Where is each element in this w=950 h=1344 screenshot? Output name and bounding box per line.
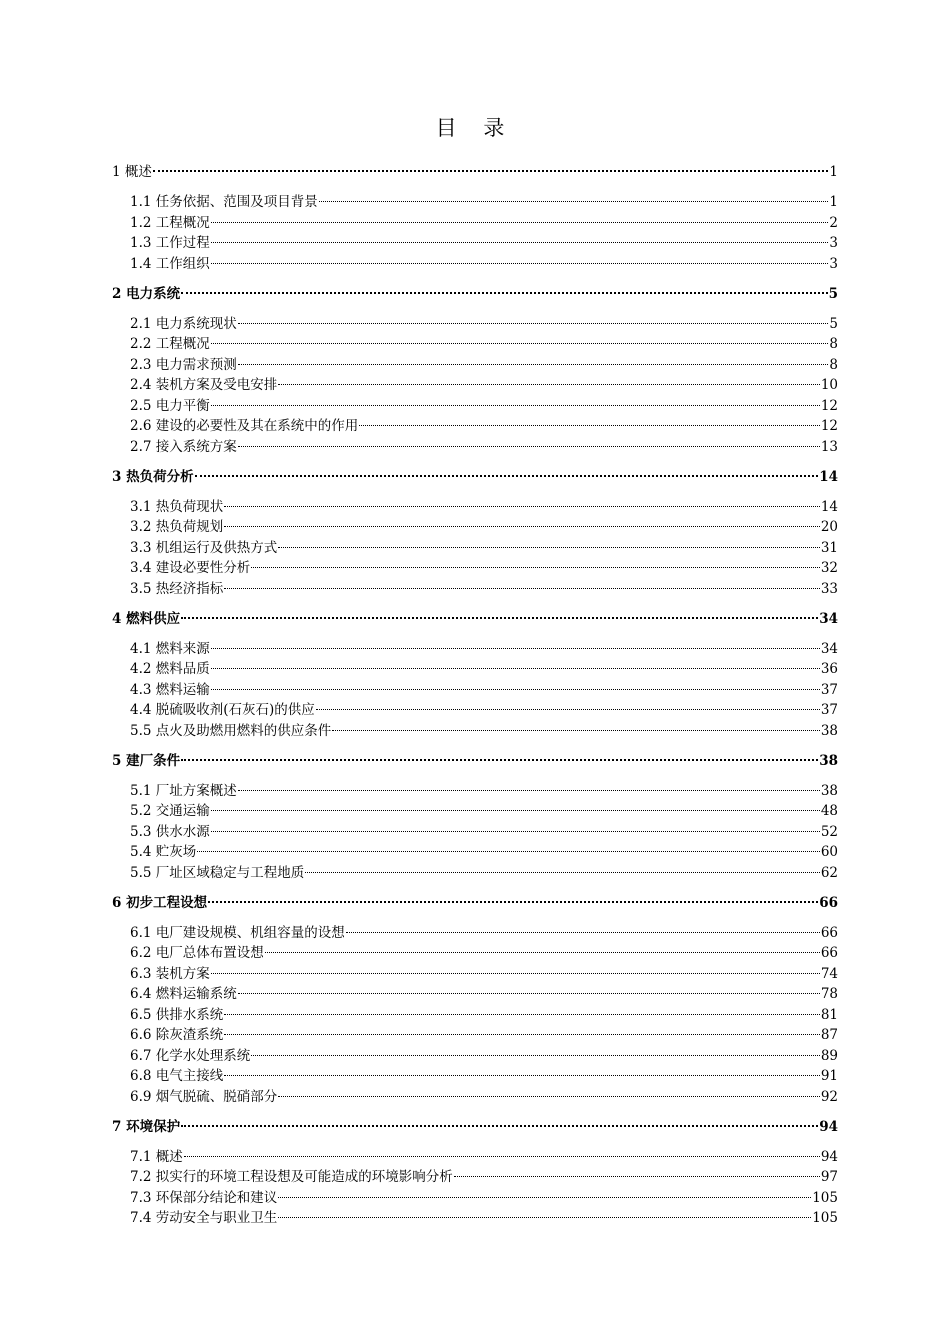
toc-section-entry[interactable] bbox=[112, 192, 838, 213]
toc-dot-leader bbox=[224, 1075, 820, 1076]
toc-section-entry[interactable] bbox=[112, 558, 838, 579]
toc-entry-label: 5.3 供水水源 bbox=[130, 823, 210, 840]
toc-dot-leader bbox=[316, 709, 820, 710]
toc-dot-leader bbox=[211, 405, 820, 406]
toc-section-entry[interactable] bbox=[112, 1046, 838, 1067]
toc-section-entry[interactable] bbox=[112, 1005, 838, 1026]
toc-section-entry[interactable] bbox=[112, 700, 838, 721]
toc-dot-leader bbox=[319, 201, 829, 202]
toc-dot-leader bbox=[184, 1156, 820, 1157]
toc-entry-label: 7.4 劳动安全与职业卫生 bbox=[130, 1210, 278, 1226]
toc-page-number: 62 bbox=[820, 864, 838, 881]
toc-entry-label: 3.5 热经济指标 bbox=[130, 580, 224, 597]
toc-entry-label: 2.1 电力系统现状 bbox=[130, 315, 237, 332]
toc-page-number: 36 bbox=[820, 661, 838, 677]
toc-page-number: 5 bbox=[829, 315, 838, 332]
toc-entry-label: 4.1 燃料来源 bbox=[130, 640, 210, 657]
toc-dot-leader bbox=[224, 506, 820, 507]
toc-page-number: 8 bbox=[829, 336, 838, 352]
toc-section-entry[interactable] bbox=[112, 437, 838, 458]
toc-entry-label: 2.6 建设的必要性及其在系统中的作用 bbox=[130, 418, 359, 434]
toc-section-entry[interactable] bbox=[112, 213, 838, 234]
toc-entry-label: 4 燃料供应 bbox=[112, 610, 181, 627]
toc-dot-leader bbox=[359, 425, 820, 426]
toc-page-number: 3 bbox=[829, 255, 838, 272]
toc-dot-leader bbox=[238, 993, 820, 994]
toc-dot-leader bbox=[251, 567, 820, 568]
toc-page-number: 1 bbox=[829, 194, 838, 210]
toc-page-number: 12 bbox=[820, 397, 838, 414]
toc-page-number: 12 bbox=[820, 418, 838, 434]
toc-entry-label: 5.5 点火及助燃用燃料的供应条件 bbox=[130, 722, 332, 739]
toc-section-entry[interactable] bbox=[112, 680, 838, 701]
toc-entry-label: 3 热负荷分析 bbox=[112, 468, 194, 485]
toc-dot-leader bbox=[224, 1014, 820, 1015]
toc-dot-leader bbox=[211, 222, 829, 223]
toc-page-number: 38 bbox=[820, 782, 838, 799]
toc-dot-leader bbox=[224, 1034, 820, 1035]
toc-section-entry[interactable] bbox=[112, 254, 838, 275]
toc-dot-leader bbox=[181, 1125, 818, 1127]
toc-entry-label: 4.2 燃料品质 bbox=[130, 661, 210, 677]
toc-entry-label: 6.2 电厂总体布置设想 bbox=[130, 945, 264, 961]
toc-entry-label: 1.3 工作过程 bbox=[130, 235, 210, 251]
toc-page-number: 20 bbox=[820, 519, 838, 535]
toc-section-entry[interactable] bbox=[112, 721, 838, 742]
toc-entry-label: 5.1 厂址方案概述 bbox=[130, 782, 237, 799]
toc-dot-leader bbox=[305, 872, 820, 873]
toc-dot-leader bbox=[265, 952, 820, 953]
toc-page-number: 38 bbox=[820, 722, 838, 739]
toc-dot-leader bbox=[238, 323, 829, 324]
toc-entry-label: 6.6 除灰渣系统 bbox=[130, 1027, 224, 1043]
toc-section-entry[interactable] bbox=[112, 1188, 838, 1209]
toc-dot-leader bbox=[211, 263, 829, 264]
toc-page-number: 91 bbox=[820, 1068, 838, 1084]
toc-section-entry[interactable] bbox=[112, 1066, 838, 1087]
toc-entry-label: 6.3 装机方案 bbox=[130, 965, 210, 982]
toc-dot-leader bbox=[211, 343, 829, 344]
table-of-contents bbox=[112, 162, 838, 1229]
toc-entry-label: 1 概述 bbox=[112, 164, 152, 180]
toc-section-entry[interactable] bbox=[112, 497, 838, 518]
toc-section-entry[interactable] bbox=[112, 517, 838, 538]
toc-section-entry[interactable] bbox=[112, 538, 838, 559]
toc-entry-label: 7 环境保护 bbox=[112, 1118, 181, 1135]
toc-section-entry[interactable] bbox=[112, 396, 838, 417]
toc-page-number: 14 bbox=[820, 498, 838, 515]
toc-page-number: 8 bbox=[829, 356, 838, 373]
toc-page-number: 32 bbox=[820, 560, 838, 576]
toc-chapter-entry[interactable] bbox=[112, 893, 838, 914]
toc-page-number: 34 bbox=[820, 640, 838, 657]
toc-section-entry[interactable] bbox=[112, 1147, 838, 1168]
toc-dot-leader bbox=[181, 617, 818, 619]
toc-page-number: 3 bbox=[829, 235, 838, 251]
toc-chapter-entry[interactable] bbox=[112, 609, 838, 630]
toc-entry-label: 6.9 烟气脱硫、脱硝部分 bbox=[130, 1088, 278, 1105]
toc-page-number: 81 bbox=[820, 1006, 838, 1023]
toc-entry-label: 2.7 接入系统方案 bbox=[130, 438, 237, 455]
toc-entry-label: 7.2 拟实行的环境工程设想及可能造成的环境影响分析 bbox=[130, 1169, 453, 1185]
toc-entry-label: 6.1 电厂建设规模、机组容量的设想 bbox=[130, 924, 345, 941]
toc-dot-leader bbox=[224, 526, 820, 527]
toc-dot-leader bbox=[238, 364, 829, 365]
toc-page-number: 14 bbox=[819, 468, 838, 485]
toc-page-number: 66 bbox=[820, 945, 838, 961]
toc-page-number: 34 bbox=[819, 610, 838, 627]
toc-section-entry[interactable] bbox=[112, 1208, 838, 1229]
toc-section-entry[interactable] bbox=[112, 923, 838, 944]
toc-entry-label: 5 建厂条件 bbox=[112, 752, 181, 769]
toc-dot-leader bbox=[238, 446, 820, 447]
toc-page-number: 5 bbox=[828, 285, 838, 302]
toc-dot-leader bbox=[211, 242, 829, 243]
toc-entry-label: 6 初步工程设想 bbox=[112, 894, 208, 911]
toc-page-number: 66 bbox=[820, 924, 838, 941]
toc-entry-label: 7.3 环保部分结论和建议 bbox=[130, 1189, 278, 1206]
toc-dot-leader bbox=[251, 1055, 820, 1056]
toc-entry-label: 2.3 电力需求预测 bbox=[130, 356, 237, 373]
toc-entry-label: 1.1 任务依据、范围及项目背景 bbox=[130, 194, 318, 210]
toc-dot-leader bbox=[208, 901, 818, 903]
toc-chapter-entry[interactable] bbox=[112, 284, 838, 305]
toc-dot-leader bbox=[153, 170, 829, 172]
toc-dot-leader bbox=[197, 851, 820, 852]
toc-dot-leader bbox=[211, 689, 820, 690]
toc-page-number: 78 bbox=[820, 986, 838, 1002]
toc-entry-label: 6.5 供排水系统 bbox=[130, 1006, 224, 1023]
toc-page-number: 48 bbox=[820, 803, 838, 819]
toc-dot-leader bbox=[346, 932, 820, 933]
toc-dot-leader bbox=[181, 292, 828, 294]
toc-section-entry[interactable] bbox=[112, 1167, 838, 1188]
toc-dot-leader bbox=[211, 810, 820, 811]
toc-page-number: 66 bbox=[819, 894, 838, 911]
toc-page-number: 105 bbox=[812, 1210, 838, 1226]
toc-dot-leader bbox=[332, 730, 820, 731]
toc-section-entry[interactable] bbox=[112, 964, 838, 985]
toc-dot-leader bbox=[454, 1176, 820, 1177]
toc-section-entry[interactable] bbox=[112, 579, 838, 600]
toc-dot-leader bbox=[224, 588, 820, 589]
toc-dot-leader bbox=[195, 475, 819, 477]
toc-section-entry[interactable] bbox=[112, 943, 838, 964]
toc-page-number: 33 bbox=[820, 580, 838, 597]
toc-page-number: 60 bbox=[820, 844, 838, 860]
toc-entry-label: 2.4 装机方案及受电安排 bbox=[130, 377, 278, 393]
toc-entry-label: 3.4 建设必要性分析 bbox=[130, 560, 251, 576]
toc-chapter-entry[interactable] bbox=[112, 162, 838, 183]
toc-title: 目 录 bbox=[435, 116, 515, 140]
toc-page-number: 37 bbox=[820, 681, 838, 698]
toc-entry-label: 4.4 脱硫吸收剂(石灰石)的供应 bbox=[130, 702, 315, 718]
toc-page-number: 37 bbox=[820, 702, 838, 718]
toc-dot-leader bbox=[278, 1217, 811, 1218]
toc-page-number: 87 bbox=[820, 1027, 838, 1043]
toc-dot-leader bbox=[278, 547, 820, 548]
toc-chapter-entry[interactable] bbox=[112, 751, 838, 772]
toc-section-entry[interactable] bbox=[112, 375, 838, 396]
toc-entry-label: 5.5 厂址区域稳定与工程地质 bbox=[130, 864, 305, 881]
toc-section-entry[interactable] bbox=[112, 334, 838, 355]
toc-page-number: 94 bbox=[820, 1148, 838, 1165]
toc-entry-label: 3.3 机组运行及供热方式 bbox=[130, 539, 278, 556]
toc-section-entry[interactable] bbox=[112, 659, 838, 680]
toc-chapter-entry[interactable] bbox=[112, 467, 838, 488]
toc-section-entry[interactable] bbox=[112, 801, 838, 822]
toc-dot-leader bbox=[211, 668, 820, 669]
toc-section-entry[interactable] bbox=[112, 1087, 838, 1108]
toc-dot-leader bbox=[278, 1096, 820, 1097]
toc-page-number: 52 bbox=[820, 823, 838, 840]
toc-chapter-entry[interactable] bbox=[112, 1117, 838, 1138]
toc-dot-leader bbox=[278, 1197, 811, 1198]
toc-page-number: 2 bbox=[829, 214, 838, 231]
toc-section-entry[interactable] bbox=[112, 984, 838, 1005]
toc-page-number: 92 bbox=[820, 1088, 838, 1105]
toc-entry-label: 5.4 贮灰场 bbox=[130, 844, 197, 860]
toc-section-entry[interactable] bbox=[112, 355, 838, 376]
toc-page-number: 10 bbox=[820, 377, 838, 393]
toc-page-number: 74 bbox=[820, 965, 838, 982]
toc-entry-label: 2.5 电力平衡 bbox=[130, 397, 210, 414]
toc-page-number: 13 bbox=[820, 438, 838, 455]
toc-dot-leader bbox=[211, 973, 820, 974]
toc-section-entry[interactable] bbox=[112, 1025, 838, 1046]
toc-entry-label: 7.1 概述 bbox=[130, 1148, 183, 1165]
toc-entry-label: 1.2 工程概况 bbox=[130, 214, 210, 231]
toc-entry-label: 6.7 化学水处理系统 bbox=[130, 1047, 251, 1064]
toc-dot-leader bbox=[181, 759, 818, 761]
toc-page-number: 105 bbox=[812, 1189, 838, 1206]
toc-dot-leader bbox=[211, 831, 820, 832]
toc-entry-label: 6.8 电气主接线 bbox=[130, 1068, 224, 1084]
toc-page-number: 97 bbox=[820, 1169, 838, 1185]
toc-page-number: 38 bbox=[819, 752, 838, 769]
toc-section-entry[interactable] bbox=[112, 781, 838, 802]
toc-dot-leader bbox=[211, 648, 820, 649]
toc-section-entry[interactable] bbox=[112, 842, 838, 863]
toc-entry-label: 3.2 热负荷规划 bbox=[130, 519, 224, 535]
toc-entry-label: 5.2 交通运输 bbox=[130, 803, 210, 819]
toc-section-entry[interactable] bbox=[112, 416, 838, 437]
toc-entry-label: 2.2 工程概况 bbox=[130, 336, 210, 352]
toc-section-entry[interactable] bbox=[112, 639, 838, 660]
toc-entry-label: 1.4 工作组织 bbox=[130, 255, 210, 272]
toc-entry-label: 4.3 燃料运输 bbox=[130, 681, 210, 698]
toc-entry-label: 2 电力系统 bbox=[112, 285, 181, 302]
toc-section-entry[interactable] bbox=[112, 822, 838, 843]
toc-section-entry[interactable] bbox=[112, 314, 838, 335]
toc-page-number: 1 bbox=[829, 164, 838, 180]
toc-page-number: 94 bbox=[819, 1118, 838, 1135]
toc-section-entry[interactable] bbox=[112, 863, 838, 884]
toc-dot-leader bbox=[238, 790, 820, 791]
toc-entry-label: 6.4 燃料运输系统 bbox=[130, 986, 237, 1002]
toc-page-number: 31 bbox=[820, 539, 838, 556]
toc-entry-label: 3.1 热负荷现状 bbox=[130, 498, 224, 515]
toc-dot-leader bbox=[278, 384, 820, 385]
toc-page-number: 89 bbox=[820, 1047, 838, 1064]
toc-section-entry[interactable] bbox=[112, 233, 838, 254]
